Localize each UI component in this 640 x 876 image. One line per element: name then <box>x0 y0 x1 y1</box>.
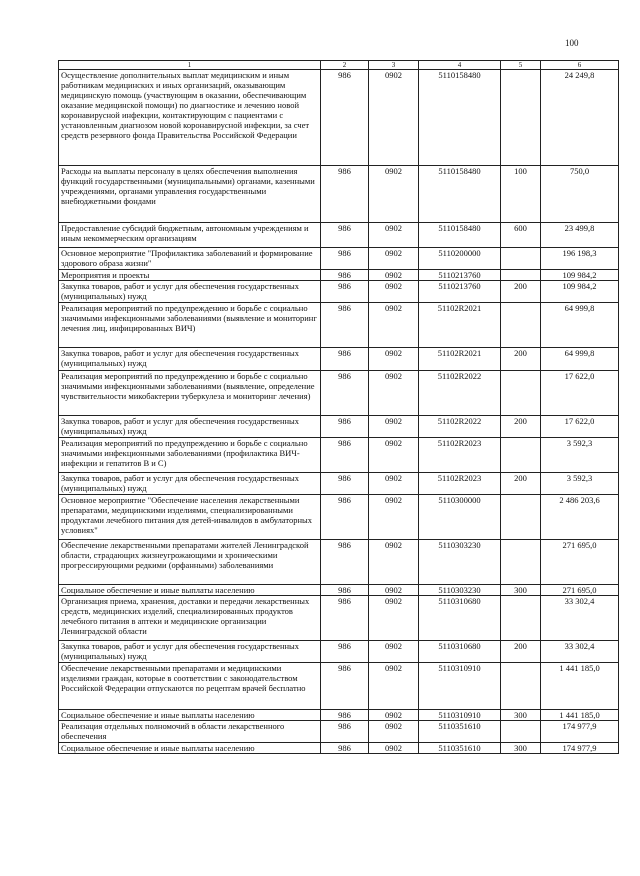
row-name-cell: Реализация мероприятий по предупреждению и борьбе с социально значимыми инфекционными заболеваниями (выявление и мониторинг лечения лиц, инфицированных ВИЧ) <box>59 303 321 348</box>
row-name-cell: Реализация мероприятий по предупреждению и борьбе с социально значимыми инфекционными заболеваниями (выявление, определение чувствительности микобактерии туберкулеза и мониторинг лечения) <box>59 371 321 416</box>
row-name-cell: Организация приема, хранения, доставки и передачи лекарственных средств, медицинских изделий, специализированных продуктов лечебного питания в аптеки и медицинские организации Ленинградской области <box>59 596 321 641</box>
ministry-code-cell: 986 <box>321 371 369 416</box>
amount-cell: 1 441 185,0 <box>541 663 619 710</box>
amount-cell: 23 499,8 <box>541 223 619 248</box>
row-name-cell: Закупка товаров, работ и услуг для обеспечения государственных (муниципальных) нужд <box>59 473 321 495</box>
section-code-cell: 0902 <box>369 596 419 641</box>
header-cell: 2 <box>321 61 369 70</box>
header-cell: 1 <box>59 61 321 70</box>
header-row <box>59 61 619 70</box>
amount-cell: 1 441 185,0 <box>541 710 619 721</box>
amount-cell: 17 622,0 <box>541 416 619 438</box>
table-row <box>59 303 619 348</box>
ministry-code-cell: 986 <box>321 303 369 348</box>
table-row <box>59 710 619 721</box>
expense-type-cell: 200 <box>501 473 541 495</box>
budget-table <box>58 60 619 754</box>
expense-type-cell: 300 <box>501 710 541 721</box>
ministry-code-cell: 986 <box>321 438 369 473</box>
ministry-code-cell: 986 <box>321 348 369 371</box>
amount-cell: 271 695,0 <box>541 585 619 596</box>
section-code-cell: 0902 <box>369 438 419 473</box>
target-code-cell: 51102R2022 <box>419 371 501 416</box>
table-row <box>59 166 619 223</box>
row-name-cell: Реализация отдельных полномочий в области лекарственного обеспечения <box>59 721 321 743</box>
row-name-cell: Предоставление субсидий бюджетным, автономным учреждениям и иным некоммерческим организациям <box>59 223 321 248</box>
amount-cell: 750,0 <box>541 166 619 223</box>
target-code-cell: 5110351610 <box>419 721 501 743</box>
ministry-code-cell: 986 <box>321 281 369 303</box>
ministry-code-cell: 986 <box>321 248 369 270</box>
target-code-cell: 5110310910 <box>419 710 501 721</box>
section-code-cell: 0902 <box>369 166 419 223</box>
table-row <box>59 540 619 585</box>
table-row <box>59 270 619 281</box>
target-code-cell: 5110213760 <box>419 281 501 303</box>
ministry-code-cell: 986 <box>321 416 369 438</box>
target-code-cell: 5110310680 <box>419 596 501 641</box>
page-number: 100 <box>565 38 579 48</box>
row-name-cell: Закупка товаров, работ и услуг для обеспечения государственных (муниципальных) нужд <box>59 348 321 371</box>
expense-type-cell <box>501 438 541 473</box>
table-row <box>59 348 619 371</box>
row-name-cell: Социальное обеспечение и иные выплаты населению <box>59 743 321 754</box>
target-code-cell: 5110200000 <box>419 248 501 270</box>
expense-type-cell: 600 <box>501 223 541 248</box>
expense-type-cell: 200 <box>501 416 541 438</box>
section-code-cell: 0902 <box>369 743 419 754</box>
target-code-cell: 5110158480 <box>419 70 501 166</box>
header-cell: 4 <box>419 61 501 70</box>
expense-type-cell <box>501 495 541 540</box>
section-code-cell: 0902 <box>369 223 419 248</box>
ministry-code-cell: 986 <box>321 70 369 166</box>
row-name-cell: Обеспечение лекарственными препаратами жителей Ленинградской области, страдающих жизнеугрожающими и хроническими прогрессирующими редкими (орфанными) заболеваниями <box>59 540 321 585</box>
expense-type-cell <box>501 303 541 348</box>
target-code-cell: 5110158480 <box>419 223 501 248</box>
section-code-cell: 0902 <box>369 540 419 585</box>
row-name-cell: Социальное обеспечение и иные выплаты населению <box>59 710 321 721</box>
expense-type-cell: 300 <box>501 743 541 754</box>
target-code-cell: 5110158480 <box>419 166 501 223</box>
section-code-cell: 0902 <box>369 641 419 663</box>
table-row <box>59 281 619 303</box>
section-code-cell: 0902 <box>369 348 419 371</box>
table-row <box>59 223 619 248</box>
amount-cell: 17 622,0 <box>541 371 619 416</box>
amount-cell: 3 592,3 <box>541 438 619 473</box>
section-code-cell: 0902 <box>369 416 419 438</box>
expense-type-cell: 300 <box>501 585 541 596</box>
expense-type-cell <box>501 663 541 710</box>
section-code-cell: 0902 <box>369 721 419 743</box>
row-name-cell: Закупка товаров, работ и услуг для обеспечения государственных (муниципальных) нужд <box>59 416 321 438</box>
header-cell: 3 <box>369 61 419 70</box>
ministry-code-cell: 986 <box>321 495 369 540</box>
target-code-cell: 51102R2022 <box>419 416 501 438</box>
row-name-cell: Расходы на выплаты персоналу в целях обеспечения выполнения функций государственными (муниципальными) органами, казенными учреждениями, органами управления государственными внебюджетными фондами <box>59 166 321 223</box>
ministry-code-cell: 986 <box>321 166 369 223</box>
row-name-cell: Закупка товаров, работ и услуг для обеспечения государственных (муниципальных) нужд <box>59 641 321 663</box>
target-code-cell: 5110303230 <box>419 585 501 596</box>
table-row <box>59 596 619 641</box>
ministry-code-cell: 986 <box>321 585 369 596</box>
target-code-cell: 5110351610 <box>419 743 501 754</box>
table-row <box>59 371 619 416</box>
table-row <box>59 585 619 596</box>
table-row <box>59 663 619 710</box>
amount-cell: 174 977,9 <box>541 721 619 743</box>
table-row <box>59 495 619 540</box>
amount-cell: 33 302,4 <box>541 641 619 663</box>
ministry-code-cell: 986 <box>321 721 369 743</box>
target-code-cell: 51102R2021 <box>419 348 501 371</box>
expense-type-cell: 100 <box>501 166 541 223</box>
target-code-cell: 51102R2023 <box>419 438 501 473</box>
section-code-cell: 0902 <box>369 495 419 540</box>
ministry-code-cell: 986 <box>321 223 369 248</box>
row-name-cell: Социальное обеспечение и иные выплаты населению <box>59 585 321 596</box>
header-cell: 6 <box>541 61 619 70</box>
row-name-cell: Мероприятия и проекты <box>59 270 321 281</box>
table-row <box>59 641 619 663</box>
row-name-cell: Обеспечение лекарственными препаратами и медицинскими изделиями граждан, которые в соответствии с законодательством Российской Федерации отпускаются по рецептам врачей бесплатно <box>59 663 321 710</box>
section-code-cell: 0902 <box>369 248 419 270</box>
amount-cell: 109 984,2 <box>541 270 619 281</box>
table-row <box>59 70 619 166</box>
target-code-cell: 5110300000 <box>419 495 501 540</box>
ministry-code-cell: 986 <box>321 540 369 585</box>
row-name-cell: Основное мероприятие "Обеспечение населения лекарственными препаратами, медицинскими изделиями, специализированными продуктами лечебного питания для детей-инвалидов в амбулаторных условиях" <box>59 495 321 540</box>
section-code-cell: 0902 <box>369 710 419 721</box>
row-name-cell: Закупка товаров, работ и услуг для обеспечения государственных (муниципальных) нужд <box>59 281 321 303</box>
target-code-cell: 5110213760 <box>419 270 501 281</box>
expense-type-cell: 200 <box>501 641 541 663</box>
expense-type-cell <box>501 70 541 166</box>
target-code-cell: 51102R2023 <box>419 473 501 495</box>
amount-cell: 271 695,0 <box>541 540 619 585</box>
target-code-cell: 5110310910 <box>419 663 501 710</box>
target-code-cell: 5110310680 <box>419 641 501 663</box>
amount-cell: 196 198,3 <box>541 248 619 270</box>
expense-type-cell <box>501 248 541 270</box>
expense-type-cell <box>501 371 541 416</box>
target-code-cell: 5110303230 <box>419 540 501 585</box>
amount-cell: 3 592,3 <box>541 473 619 495</box>
amount-cell: 2 486 203,6 <box>541 495 619 540</box>
table-row <box>59 743 619 754</box>
expense-type-cell: 200 <box>501 348 541 371</box>
ministry-code-cell: 986 <box>321 641 369 663</box>
section-code-cell: 0902 <box>369 473 419 495</box>
ministry-code-cell: 986 <box>321 473 369 495</box>
section-code-cell: 0902 <box>369 70 419 166</box>
section-code-cell: 0902 <box>369 663 419 710</box>
ministry-code-cell: 986 <box>321 743 369 754</box>
amount-cell: 174 977,9 <box>541 743 619 754</box>
expense-type-cell <box>501 596 541 641</box>
header-cell: 5 <box>501 61 541 70</box>
amount-cell: 64 999,8 <box>541 303 619 348</box>
table-row <box>59 248 619 270</box>
table-row <box>59 721 619 743</box>
amount-cell: 109 984,2 <box>541 281 619 303</box>
amount-cell: 64 999,8 <box>541 348 619 371</box>
expense-type-cell <box>501 270 541 281</box>
row-name-cell: Осуществление дополнительных выплат медицинским и иным работникам медицинских и иных организаций, оказывающим медицинскую помощь (участвующим в оказании, обеспечивающим оказание медицинской помощи) по диагностике и лечению новой коронавирусной инфекции, контактирующим с пациентами с установленным диагнозом новой коронавирусной инфекции, за счет средств резервного фонда Правительства Российской Федерации <box>59 70 321 166</box>
ministry-code-cell: 986 <box>321 270 369 281</box>
amount-cell: 24 249,8 <box>541 70 619 166</box>
expense-type-cell: 200 <box>501 281 541 303</box>
table-row <box>59 473 619 495</box>
section-code-cell: 0902 <box>369 585 419 596</box>
section-code-cell: 0902 <box>369 371 419 416</box>
table-row <box>59 416 619 438</box>
ministry-code-cell: 986 <box>321 596 369 641</box>
section-code-cell: 0902 <box>369 303 419 348</box>
expense-type-cell <box>501 721 541 743</box>
row-name-cell: Реализация мероприятий по предупреждению и борьбе с социально значимыми инфекционными заболеваниями (профилактика ВИЧ-инфекции и гепатитов В и С) <box>59 438 321 473</box>
amount-cell: 33 302,4 <box>541 596 619 641</box>
section-code-cell: 0902 <box>369 270 419 281</box>
ministry-code-cell: 986 <box>321 710 369 721</box>
target-code-cell: 51102R2021 <box>419 303 501 348</box>
ministry-code-cell: 986 <box>321 663 369 710</box>
expense-type-cell <box>501 540 541 585</box>
table-row <box>59 438 619 473</box>
section-code-cell: 0902 <box>369 281 419 303</box>
row-name-cell: Основное мероприятие "Профилактика заболеваний и формирование здорового образа жизни" <box>59 248 321 270</box>
